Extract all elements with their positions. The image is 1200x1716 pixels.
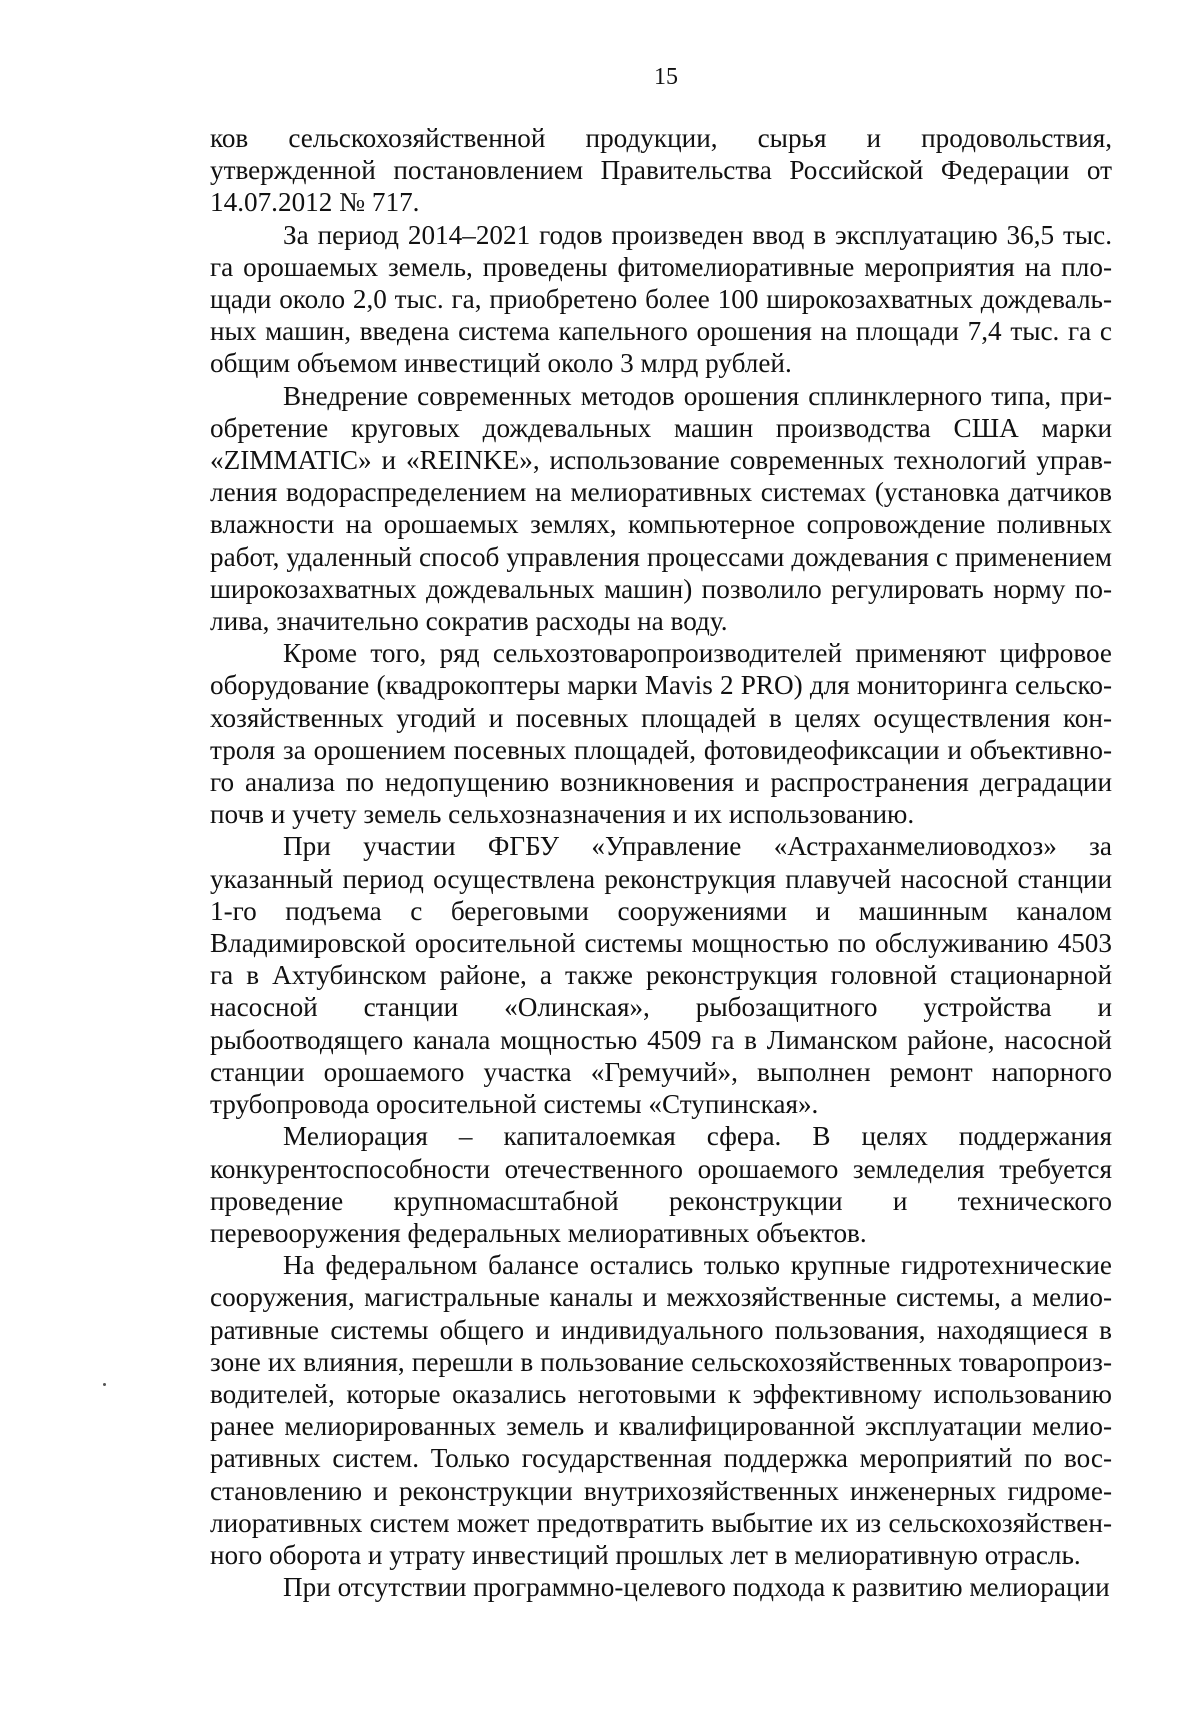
paragraph-capital-intensive: Мелиорация – капиталоемкая сфера. В целях поддержания конкурентоспособности отечественного орошаемого земледелия требуется проведение крупномасштабной реконструкции и технического перевооружения федеральных мелиоративных объектов. — [210, 1121, 1112, 1248]
scan-artifact-dot — [103, 1383, 106, 1386]
paragraph-continuation: ков сельскохозяйственной продукции, сырья и продовольствия, утвержденной постановлением Правительства Российской Федерации от 14.07.2012 № 717. — [210, 123, 1112, 218]
paragraph-federal-balance: На федеральном балансе остались только крупные гидротехнические сооружения, магистральные каналы и межхозяйственные системы, а мелиоративные системы общего и индивидуального пользования, находящиеся в зоне их влияния, перешли в пользование сельскохозяйственных товаропроизводителей, которые оказались неготовыми к эффективному использованию ранее мелиорированных земель и квалифицированной эксплуатации мелиоративных систем. Только государственная поддержка мероприятий по восстановлению и реконструкции внутрихозяйственных инженерных гидромелиоративных систем может предотвратить выбытие их из сельскохозяйственного оборота и утрату инвестиций прошлых лет в мелиоративную отрасль. — [210, 1250, 1112, 1570]
paragraph-modern-methods: Внедрение современных методов орошения сплинклерного типа, приобретение круговых дождевальных машин производства США марки «ZIMMATIC» и «REINKE», использование современных технологий управления водораспределением на мелиоративных системах (установка датчиков влажности на орошаемых землях, компьютерное сопровождение поливных работ, удаленный способ управления процессами дождевания с применением широкозахватных дождевальных машин) позволило регулировать норму полива, значительно сократив расходы на воду. — [210, 380, 1112, 637]
paragraph-fgbu-reconstruction: При участии ФГБУ «Управление «Астраханмелиоводхоз» за указанный период осуществлена реконструкция плавучей насосной станции 1-го подъема с береговыми сооружениями и машинным каналом Владимировской оросительной системы мощностью по обслуживанию 4503 га в Ахтубинском районе, а также реконструкция головной стационарной насосной станции «Олинская», рыбозащитного устройства и рыбоотводящего канала мощностью 4509 га в Лиманском районе, насосной станции орошаемого участка «Гремучий», выполнен ремонт напорного трубопровода оросительной системы «Ступинская». — [210, 831, 1112, 1120]
document-body — [210, 122, 1112, 1603]
paragraph-irrigation-results: За период 2014–2021 годов произведен ввод в эксплуатацию 36,5 тыс. га орошаемых земель, проведены фитомелиоративные мероприятия на площади около 2,0 тыс. га, приобретено более 100 широкозахватных дождевальных машин, введена система капельного орошения на площади 7,4 тыс. га с общим объемом инвестиций около 3 млрд рублей. — [210, 219, 1112, 379]
paragraph-program-approach: При отсутствии программно-целевого подхода к развитию мелиорации — [283, 1572, 1110, 1603]
paragraph-digital-equipment: Кроме того, ряд сельхозтоваропроизводителей применяют цифровое оборудование (квадрокоптеры марки Mavis 2 PRO) для мониторинга сельскохозяйственных угодий и посевных площадей в целях осуществления контроля за орошением посевных площадей, фотовидеофиксации и объективного анализа по недопущению возникновения и распространения деградации почв и учету земель сельхозназначения и их использованию. — [210, 638, 1112, 830]
page-number: 15 — [654, 64, 678, 90]
